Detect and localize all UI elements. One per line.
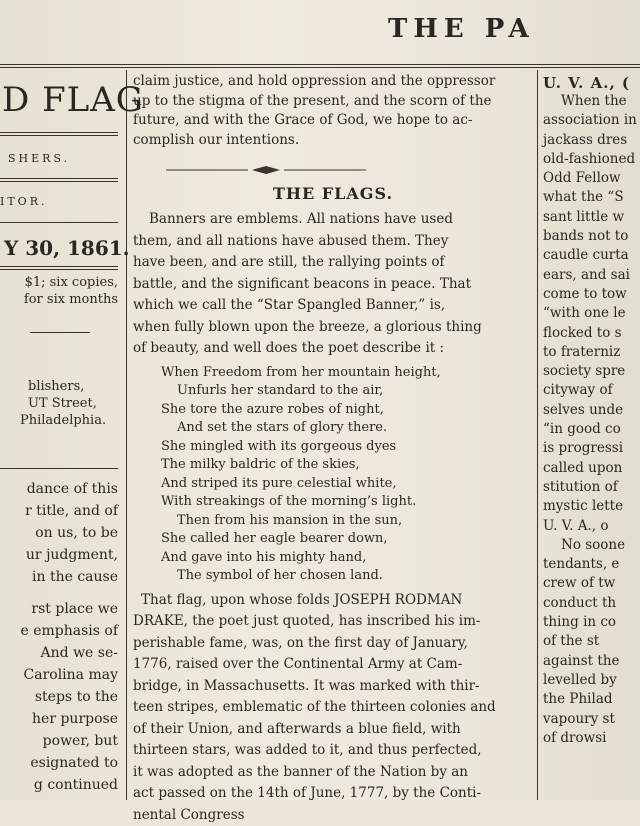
text-line: come to tow: [543, 285, 640, 304]
text-line: association in: [543, 111, 640, 130]
text-line: “with one le: [543, 304, 640, 323]
poem-line: When Freedom from her mountain height,: [161, 364, 533, 383]
column-divider-right: [537, 70, 538, 800]
left-rule: [0, 468, 118, 469]
masthead-rule-double: [0, 67, 640, 68]
text-line: vapoury st: [543, 710, 640, 729]
text-line: is progressi: [543, 439, 640, 458]
text-line: steps to the: [0, 686, 118, 708]
text-line: When the: [543, 92, 640, 111]
text-line: against the: [543, 652, 640, 671]
left-rule: [0, 181, 118, 182]
text-line: U. V. A., o: [543, 517, 640, 536]
left-rule: [0, 269, 118, 270]
poem-line: With streakings of the morning’s light.: [161, 493, 533, 512]
text-line: future, and with the Grace of God, we hope to ac-: [133, 111, 533, 131]
publishers-label: SHERS.: [8, 152, 70, 165]
left-masthead-title: D FLAG: [2, 80, 144, 120]
text-line: what the “S: [543, 188, 640, 207]
text-line: crew of tw: [543, 574, 640, 593]
masthead-title: THE PA: [388, 14, 535, 44]
text-line: mystic lette: [543, 497, 640, 516]
right-body-text: [543, 92, 640, 748]
text-line: caudle curta: [543, 246, 640, 265]
text-line: of the st: [543, 632, 640, 651]
text-line: perishable fame, was, on the first day of January,: [133, 633, 533, 655]
address-line: Philadelphia.: [0, 412, 118, 429]
text-line: up to the stigma of the present, and the scorn of the: [133, 92, 533, 112]
text-line: them, and all nations have abused them. They: [133, 231, 533, 253]
text-line: tendants, e: [543, 555, 640, 574]
poem-line: She called her eagle bearer down,: [161, 530, 533, 549]
issue-date: Y 30, 1861.: [4, 236, 130, 260]
text-line: ears, and sai: [543, 266, 640, 285]
poem-line: And gave into his mighty hand,: [161, 549, 533, 568]
text-line: That flag, upon whose folds JOSEPH RODMAN: [133, 590, 533, 612]
text-line: teen stripes, emblematic of the thirteen colonies and: [133, 697, 533, 719]
text-line: power, but: [0, 730, 118, 752]
text-line: sant little w: [543, 208, 640, 227]
text-line: DRAKE, the poet just quoted, has inscribed his im-: [133, 611, 533, 633]
terms-line: for six months: [0, 291, 118, 308]
text-line: of their Union, and afterwards a blue field, with: [133, 719, 533, 741]
text-line: it was adopted as the banner of the Nation by an: [133, 762, 533, 784]
left-body-text: [0, 478, 118, 796]
text-line: 1776, raised over the Continental Army at Cam-: [133, 654, 533, 676]
text-line: bands not to: [543, 227, 640, 246]
text-line: [0, 588, 118, 598]
text-line: conduct th: [543, 594, 640, 613]
poem-line: And striped its pure celestial white,: [161, 475, 533, 494]
right-column: [543, 74, 640, 800]
text-line: dance of this: [0, 478, 118, 500]
text-line: of beauty, and well does the poet describe it :: [133, 338, 533, 360]
text-line: act passed on the 14th of June, 1777, by the Conti-: [133, 783, 533, 805]
text-line: selves unde: [543, 401, 640, 420]
address-line: UT Street,: [0, 395, 118, 412]
text-line: to fraterniz: [543, 343, 640, 362]
section-ornament: [166, 165, 366, 175]
text-line: “in good co: [543, 420, 640, 439]
text-line: ur judgment,: [0, 544, 118, 566]
text-line: when fully blown upon the breeze, a glorious thing: [133, 317, 533, 339]
text-line: esignated to: [0, 752, 118, 774]
text-line: claim justice, and hold oppression and the oppressor: [133, 72, 533, 92]
subscription-terms: [0, 274, 118, 308]
publisher-address: [0, 378, 118, 429]
poem-line: Then from his mansion in the sun,: [161, 512, 533, 531]
text-line: bridge, in Massachusetts. It was marked with thir-: [133, 676, 533, 698]
poem-quote: [161, 364, 533, 586]
poem-line: The symbol of her chosen land.: [161, 567, 533, 586]
text-line: have been, and are still, the rallying points of: [133, 252, 533, 274]
text-line: flocked to s: [543, 324, 640, 343]
poem-line: The milky baldric of the skies,: [161, 456, 533, 475]
text-line: complish our intentions.: [133, 131, 533, 151]
left-rule-short: [30, 332, 90, 333]
text-line: of drowsi: [543, 729, 640, 748]
editor-label: ITOR.: [0, 195, 47, 208]
left-rule: [0, 222, 118, 223]
text-line: the Philad: [543, 690, 640, 709]
text-line: Odd Fellow: [543, 169, 640, 188]
text-line: No soone: [543, 536, 640, 555]
text-line: levelled by: [543, 671, 640, 690]
text-line: And we se-: [0, 642, 118, 664]
article-paragraph-1: [133, 209, 533, 360]
text-line: Banners are emblems. All nations have used: [133, 209, 533, 231]
text-line: society spre: [543, 362, 640, 381]
text-line: battle, and the significant beacons in peace. That: [133, 274, 533, 296]
center-column: [133, 72, 533, 800]
poem-line: She mingled with its gorgeous dyes: [161, 438, 533, 457]
text-line: nental Congress: [133, 805, 533, 826]
text-line: in the cause: [0, 566, 118, 588]
left-rule: [0, 178, 118, 179]
poem-line: Unfurls her standard to the air,: [161, 382, 533, 401]
text-line: stitution of: [543, 478, 640, 497]
text-line: rst place we: [0, 598, 118, 620]
text-line: old-fashioned: [543, 150, 640, 169]
column-divider-left: [126, 70, 127, 800]
text-line: thirteen stars, was added to it, and thus perfected,: [133, 740, 533, 762]
text-line: g continued: [0, 774, 118, 796]
masthead-rule: [0, 64, 640, 65]
left-rule: [0, 135, 118, 136]
left-rule: [0, 266, 118, 267]
terms-line: $1; six copies,: [0, 274, 118, 291]
article-headline: THE FLAGS.: [133, 184, 533, 203]
intro-paragraph: [133, 72, 533, 150]
left-column: [0, 70, 120, 800]
text-line: thing in co: [543, 613, 640, 632]
text-line: called upon: [543, 459, 640, 478]
text-line: e emphasis of: [0, 620, 118, 642]
text-line: jackass dres: [543, 131, 640, 150]
poem-line: And set the stars of glory there.: [161, 419, 533, 438]
text-line: Carolina may: [0, 664, 118, 686]
left-rule: [0, 132, 118, 133]
article-paragraph-2: [133, 590, 533, 826]
text-line: cityway of: [543, 381, 640, 400]
address-line: blishers,: [0, 378, 118, 395]
poem-line: She tore the azure robes of night,: [161, 401, 533, 420]
text-line: on us, to be: [0, 522, 118, 544]
right-column-heading: U. V. A., (: [543, 74, 640, 92]
text-line: her purpose: [0, 708, 118, 730]
text-line: which we call the “Star Spangled Banner,” is,: [133, 295, 533, 317]
text-line: r title, and of: [0, 500, 118, 522]
